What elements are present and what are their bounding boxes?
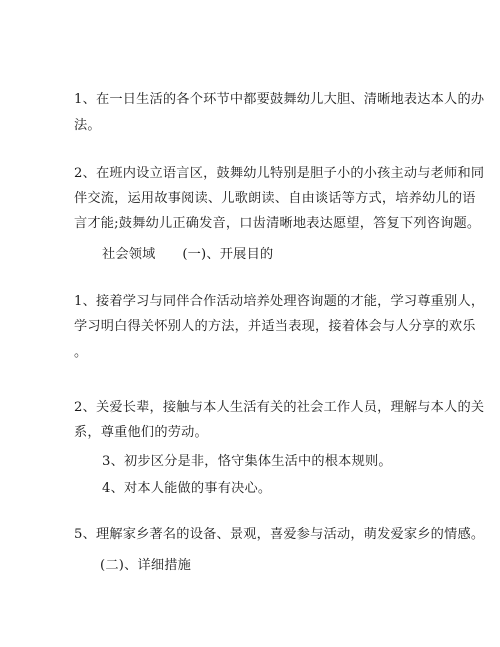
paragraph-2-line-3: 言才能;鼓舞幼儿正确发音，口齿清晰地表达愿望，答复下列咨询题。 [74, 216, 481, 231]
paragraph-5: 5、理解家乡著名的设备、景观，喜爱参与活动，萌发爱家乡的情感。 [74, 527, 485, 542]
paragraph-3-line-2: 学习明白得关怀别人的方法，并适当表现，接着体会与人分享的欢乐 [74, 319, 476, 334]
paragraph-4-line-1: 2、关爱长辈，接触与本人生活有关的社会工作人员，理解与本人的关 [74, 400, 485, 415]
paragraph-1-line-1: 1、在一日生活的各个环节中都要鼓舞幼儿大胆、清晰地表达本人的办 [74, 92, 485, 107]
paragraph-4-line-2: 系，尊重他们的劳动。 [74, 425, 208, 440]
paragraph-2-line-1: 2、在班内设立语言区，鼓舞幼儿特别是胆子小的小孩主动与老师和同 [74, 166, 485, 181]
paragraph-2-line-2: 伴交流，运用故事阅读、儿歌朗读、自由谈话等方式，培养幼儿的语 [74, 191, 476, 206]
list-item-3: 3、初步区分是非，恪守集体生活中的根本规则。 [102, 454, 392, 469]
section-heading-social: 社会领域 (一)、开展目的 [102, 247, 274, 262]
list-item-4: 4、对本人能做的事有决心。 [102, 481, 272, 496]
paragraph-1-line-2: 法。 [74, 118, 101, 133]
paragraph-3-line-3: 。 [74, 345, 88, 360]
section-heading-measures: (二)、详细措施 [100, 558, 192, 573]
paragraph-3-line-1: 1、接着学习与同伴合作活动培养处理咨询题的才能，学习尊重别人， [74, 294, 485, 309]
